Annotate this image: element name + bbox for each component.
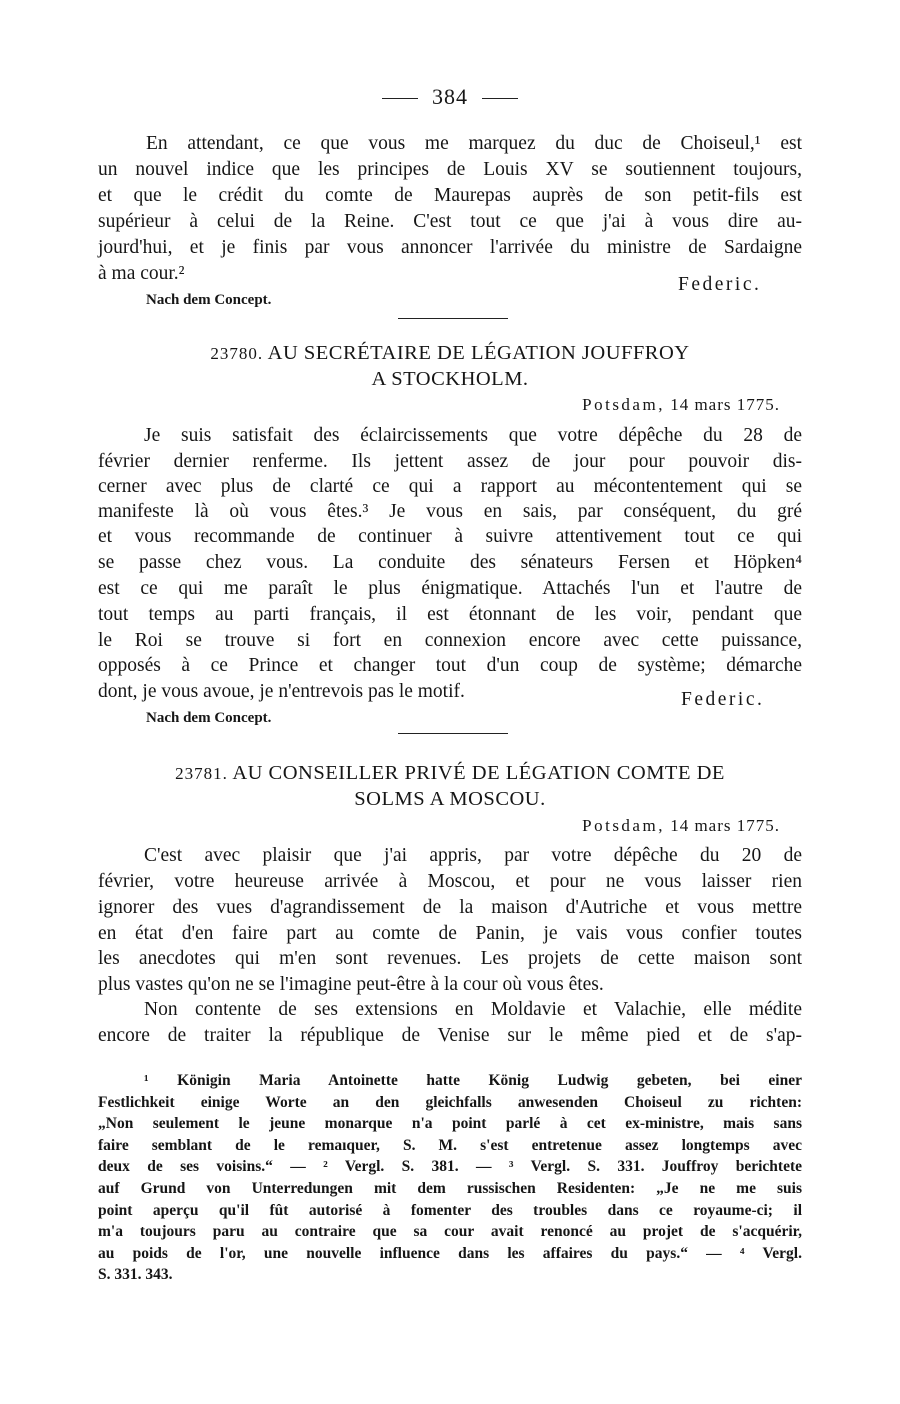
text-line: tout temps au parti français, il est étonnant de les voir, pendant que: [98, 604, 802, 625]
dateline: [582, 816, 780, 836]
text-line: se passe chez vous. La conduite des sénateurs Fersen et Höpken⁴: [98, 552, 802, 573]
footnote-line: auf Grund von Unterredungen mit dem russischen Residenten: „Je ne me suis: [98, 1180, 802, 1197]
dateline-date: 14 mars 1775.: [670, 816, 780, 835]
dateline-date: 14 mars 1775.: [670, 395, 780, 414]
text-line: jourd'hui, et je finis par vous annoncer l'arrivée du ministre de Sardaigne: [98, 237, 802, 258]
text-line: le Roi se trouve si fort en connexion encore avec cette puissance,: [98, 630, 802, 651]
footnote-line: point aperçu qu'il fût autorisé à fomenter des troubles dans ce royaume-ci; il: [98, 1202, 802, 1219]
signature: Federic.: [678, 274, 762, 295]
letter-heading-line2: A STOCKHOLM.: [371, 368, 529, 390]
text-line: février dernier renferme. Ils jettent assez de jour pour pouvoir dis-: [98, 451, 802, 472]
footnote-line: deux de ses voisins.“ — ² Vergl. S. 381. — ³ Vergl. S. 331. Jouffroy berichtete: [98, 1158, 802, 1175]
text-line: supérieur à celui de la Reine. C'est tout ce que j'ai à vous dire au-: [98, 211, 802, 232]
letter-heading: [98, 760, 802, 787]
text-line: en état d'en faire part au comte de Panin, je vais vous confier toutes: [98, 923, 802, 944]
footnote-line: faire semblant de le remaıquer, S. M. s'est entretenue assez longtemps avec: [98, 1137, 802, 1154]
text-line: est ce qui me paraît le plus énigmatique. Attachés l'un et l'autre de: [98, 578, 802, 599]
signature: Federic.: [681, 689, 765, 710]
text-line: dont, je vous avoue, je n'entrevois pas le motif.: [98, 681, 465, 702]
text-line: Je suis satisfait des éclaircissements que votre dépêche du 28 de: [144, 425, 802, 446]
letter-number: 23781.: [175, 764, 228, 783]
text-line: février, votre heureuse arrivée à Moscou, et pour ne vous laisser rien: [98, 871, 802, 892]
section-divider: [398, 733, 508, 734]
section-divider: [398, 318, 508, 319]
dateline-place: Potsdam,: [582, 395, 665, 414]
page-number: 384: [0, 84, 900, 110]
text-line: un nouvel indice que les principes de Louis XV se soutiennent toujours,: [98, 159, 802, 180]
text-line: à ma cour.²: [98, 263, 185, 284]
text-line: et que le crédit du comte de Maurepas auprès de son petit-fils est: [98, 185, 802, 206]
dash-left: [382, 98, 418, 99]
dateline-place: Potsdam,: [582, 816, 665, 835]
text-line: encore de traiter la république de Venise sur le même pied et de s'ap-: [98, 1025, 802, 1046]
footnote-line: „Non seulement le jeune monarque n'a point parlé à cet ex-ministre, mais sans: [98, 1115, 802, 1132]
text-line: cerner avec plus de clarté ce qui a rapport au mécontentement qui se: [98, 476, 802, 497]
dateline: [582, 395, 780, 415]
footnote-line: ¹ Königin Maria Antoinette hatte König Ludwig gebeten, bei einer: [144, 1072, 802, 1089]
text-line: manifeste là où vous êtes.³ Je vous en sais, par conséquent, du gré: [98, 501, 802, 522]
heading-title: AU SECRÉTAIRE DE LÉGATION JOUFFROY: [267, 342, 690, 364]
text-line: les anecdotes qui m'en sont revenues. Les projets de cette maison sont: [98, 948, 802, 969]
footnote-line: au poids de l'or, une nouvelle influence dans les affaires du pays.“ — ⁴ Vergl.: [98, 1245, 802, 1262]
footnote-line: m'a toujours paru au contraire que sa cour avait renoncé au projet de s'acquérir,: [98, 1223, 802, 1240]
text-line: et vous recommande de continuer à suivre attentivement tout ce qui: [98, 526, 802, 547]
letter-number: 23780.: [210, 344, 264, 363]
source-note: Nach dem Concept.: [146, 292, 272, 308]
heading-title: AU CONSEILLER PRIVÉ DE LÉGATION COMTE DE: [232, 762, 725, 784]
dash-right: [482, 98, 518, 99]
footnote-line: Festlichkeit einige Worte an den gleichfalls anwesenden Choiseul zu richten:: [98, 1094, 802, 1111]
footnote-line: S. 331. 343.: [98, 1266, 173, 1283]
letter-heading-line2: SOLMS A MOSCOU.: [354, 788, 546, 810]
source-note: Nach dem Concept.: [146, 710, 272, 726]
text-line: ignorer des vues d'agrandissement de la maison d'Autriche et vous mettre: [98, 897, 802, 918]
text-line: En attendant, ce que vous me marquez du duc de Choiseul,¹ est: [146, 133, 802, 154]
letter-heading: [98, 340, 802, 367]
text-line: Non contente de ses extensions en Moldavie et Valachie, elle médite: [144, 999, 802, 1020]
text-line: opposés à ce Prince et changer tout d'un coup de système; démarche: [98, 655, 802, 676]
text-line: C'est avec plaisir que j'ai appris, par votre dépêche du 20 de: [144, 845, 802, 866]
text-line: plus vastes qu'on ne se l'imagine peut-être à la cour où vous êtes.: [98, 974, 604, 995]
